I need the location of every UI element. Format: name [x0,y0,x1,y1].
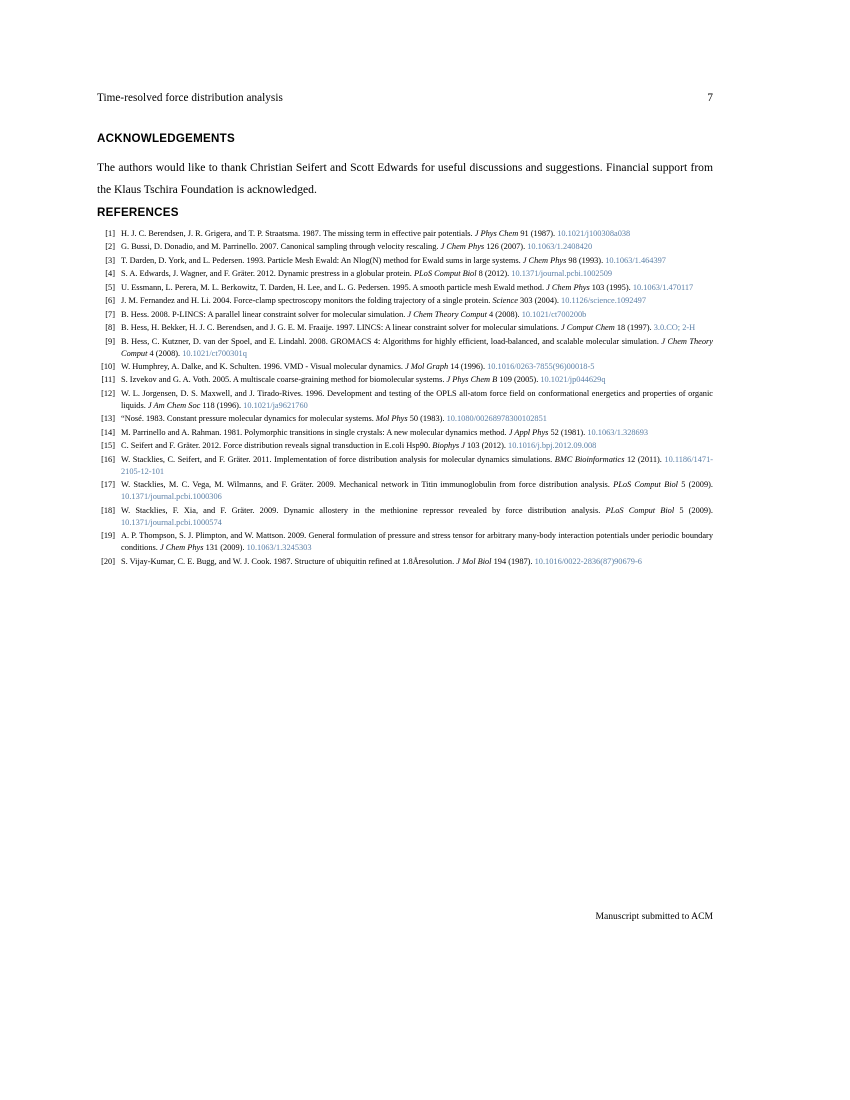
reference-segment: U. Essmann, L. Perera, M. L. Berkowitz, T. Darden, H. Lee, and L. G. Pedersen. 1995. A smooth particle mesh Ewald method. [121,282,547,292]
reference-segment: G. Bussi, D. Donadio, and M. Parrinello. 2007. Canonical sampling through velocity rescaling. [121,242,441,252]
reference-item [97,309,713,321]
reference-text [121,479,713,503]
reference-number: [3] [105,255,115,265]
reference-doi-link[interactable]: 3.0.CO; [653,323,681,333]
reference-journal-name: J Chem Phys [440,242,485,252]
reference-number: [12] [101,388,115,398]
reference-journal-name: J Mol Graph [405,362,449,372]
reference-segment: S. Vijay-Kumar, C. E. Bugg, and W. J. Cook. 1987. Structure of ubiquitin refined at 1.8Åresolution. [121,556,457,566]
reference-journal-name: J Chem Phys [522,255,567,265]
reference-item [97,361,713,373]
reference-number: [8] [105,323,115,333]
reference-segment: 12 (2011). [624,454,665,464]
reference-segment: 5 (2009). [674,505,713,515]
reference-text [121,322,713,334]
reference-segment: 91 (1987). [518,229,558,238]
reference-segment: B. Hess. 2008. P-LINCS: A parallel linear constraint solver for molecular simulation. [121,309,408,319]
reference-segment: 52 (1981). [548,427,588,437]
reference-item [97,336,713,360]
reference-segment: W. L. Jorgensen, D. S. Maxwell, and J. Tirado-Rives. 1996. Development and testing of the OPLS all-atom force field on conformational energetics and properties of organic liquids. [121,388,713,410]
reference-text [121,336,713,360]
reference-item [97,454,713,478]
reference-journal-name: Science [492,296,518,306]
reference-journal-name: PLoS Comput Biol [413,269,477,279]
reference-doi-link[interactable]: 10.1063/1.470117 [632,282,694,292]
reference-text [121,413,713,425]
reference-segment: 194 (1987). [491,556,535,566]
reference-text [121,228,713,240]
reference-doi-link[interactable]: 10.1126/science.1092497 [561,296,646,306]
reference-item [97,479,713,503]
reference-segment: 50 (1983). [407,414,447,424]
reference-segment: B. Hess, C. Kutzner, D. van der Spoel, and E. Lindahl. 2008. GROMACS 4: Algorithms for highly efficient, load-balanced, and scalable molecular simulation. [121,336,662,346]
reference-segment: 18 (1997). [614,323,654,333]
reference-segment: W. Stacklies, M. C. Vega, M. Wilmanns, and F. Gräter. 2009. Mechanical network in Titin immunoglobulin from force distribution analysis. [121,480,614,490]
acknowledgements-paragraph [97,157,713,201]
reference-item [97,268,713,280]
reference-segment: A. P. Thompson, S. J. Plimpton, and W. Mattson. 2009. General formulation of pressure and stress tensor for arbitrary many-body interaction potentials under periodic boundary conditions. [121,531,713,553]
reference-doi-link[interactable]: 10.1371/journal.pcbi.1000306 [121,492,222,502]
reference-doi-link[interactable]: 10.1021/j100308a038 [557,229,631,238]
reference-number: [5] [105,282,115,292]
reference-doi-link[interactable]: 10.1016/0263-7855(96)00018-5 [487,362,595,372]
reference-text [121,440,713,452]
reference-journal-name: J Am Chem Soc [147,401,201,410]
reference-item [97,322,713,334]
reference-doi-link[interactable]: 10.1080/00268978300102851 [446,414,547,424]
reference-segment: T. Darden, D. York, and L. Pedersen. 1993. Particle Mesh Ewald: An Nlog(N) method for Ewald sums in large systems. [121,255,523,265]
reference-segment: M. Parrinello and A. Rahman. 1981. Polymorphic transitions in single crystals: A new molecular dynamics method. [121,427,509,437]
reference-journal-name: J Appl Phys [508,427,549,437]
reference-segment: J. M. Fernandez and H. Li. 2004. Force-clamp spectroscopy monitors the folding trajectory of a single protein. [121,296,493,306]
acknowledgements-text: The authors would like to thank Christian Seifert and Scott Edwards for useful discussions and suggestions. Financial support from the Klaus Tschira Foundation is acknowledged. [97,161,713,196]
reference-number: [15] [101,441,115,451]
reference-journal-name: J Chem Theory Comput [407,309,487,319]
reference-segment: “Nosé. 1983. Constant pressure molecular dynamics for molecular systems. [121,414,376,424]
reference-text [121,374,713,386]
references-heading: REFERENCES [97,206,179,219]
reference-segment: 103 (1995). [589,282,633,292]
reference-journal-name: J Phys Chem [474,229,519,238]
reference-item [97,241,713,253]
reference-segment: 109 (2005). [497,375,541,385]
reference-text [121,295,713,307]
reference-number: [13] [101,414,115,424]
reference-text [121,505,713,529]
reference-list [97,228,713,569]
reference-text [121,454,713,478]
reference-doi-link[interactable]: 10.1021/ct700301q [182,348,247,358]
reference-number: [20] [101,556,115,566]
reference-text [121,361,713,373]
reference-segment: W. Stacklies, F. Xia, and F. Gräter. 2009. Dynamic allostery in the methionine repressor revealed by force distribution analysis. [121,505,606,515]
reference-text [121,427,713,439]
reference-doi-link[interactable]: 10.1063/1.464397 [605,255,666,265]
reference-segment: W. Humphrey, A. Dalke, and K. Schulten. 1996. VMD - Visual molecular dynamics. [121,362,406,372]
reference-number: [19] [101,531,115,541]
reference-number: [16] [101,454,115,464]
reference-item [97,374,713,386]
reference-segment: H. J. C. Berendsen, J. R. Grigera, and T. P. Straatsma. 1987. The missing term in effective pair potentials. [121,229,475,238]
reference-segment: 103 (2012). [464,441,509,451]
reference-segment: 126 (2007). [484,242,528,252]
running-head [97,92,713,104]
reference-number: [9] [105,336,115,346]
reference-doi-link[interactable]: 10.1016/0022-2836(87)90679-6 [534,556,642,566]
reference-segment: W. Stacklies, C. Seifert, and F. Gräter. 2011. Implementation of force distribution analysis for molecular dynamics simulations. [121,454,555,464]
reference-segment: 14 (1996). [448,362,488,372]
reference-segment: 303 (2004). [517,296,562,306]
reference-item [97,530,713,554]
reference-segment: 118 (1996). [200,401,244,410]
reference-doi-link[interactable]: 2-H [682,323,696,333]
reference-journal-name: J Comput Chem [560,323,615,333]
reference-text [121,388,713,412]
reference-journal-name: PLoS Comput Biol [605,505,675,515]
reference-segment: B. Hess, H. Bekker, H. J. C. Berendsen, and J. G. E. M. Fraaije. 1997. LINCS: A linear constraint solver for molecular simulations. [121,323,561,333]
reference-item [97,427,713,439]
reference-text [121,255,713,267]
reference-journal-name: BMC Bioinformatics [554,454,625,464]
reference-item [97,556,713,568]
reference-number: [1] [105,229,115,238]
reference-journal-name: PLoS Comput Biol [613,480,678,490]
reference-segment: S. A. Edwards, J. Wagner, and F. Gräter. 2012. Dynamic prestress in a globular protein. [121,269,414,279]
reference-doi-link[interactable]: 10.1371/journal.pcbi.1002509 [511,269,613,279]
reference-doi-link[interactable]: 10.1063/1.328693 [587,427,649,437]
reference-number: [11] [101,375,115,385]
reference-segment: C. Seifert and F. Gräter. 2012. Force distribution reveals signal transduction in E.coli Hsp90. [121,441,433,451]
reference-segment: S. Izvekov and G. A. Voth. 2005. A multiscale coarse-graining method for biomolecular systems. [121,375,447,385]
running-head-title: Time-resolved force distribution analysis [97,92,283,104]
reference-doi-link[interactable]: 10.1021/ja9621760 [243,401,308,410]
reference-number: [4] [105,269,115,279]
reference-segment: 4 (2008). [147,348,183,358]
reference-doi-link[interactable]: 10.1063/1.2408420 [527,242,593,252]
footer: Manuscript submitted to ACM [595,911,713,922]
reference-text [121,530,713,554]
reference-number: [17] [101,480,115,490]
reference-journal-name: J Chem Theory Comput [121,336,714,358]
reference-text [121,282,713,294]
reference-item [97,505,713,529]
reference-doi-link[interactable]: 10.1016/j.bpj.2012.09.008 [508,441,597,451]
reference-segment: 131 (2009). [203,543,247,553]
reference-text [121,556,713,568]
reference-item [97,282,713,294]
reference-number: [7] [105,309,115,319]
reference-doi-link[interactable]: 10.1021/jp044629q [540,375,606,385]
reference-number: [2] [105,242,115,252]
reference-journal-name: Biophys J [432,441,465,451]
reference-text [121,268,713,280]
reference-doi-link[interactable]: 10.1186/1471-2105-12-101 [121,454,714,476]
reference-number: [10] [101,362,115,372]
reference-segment: 4 (2008). [486,309,522,319]
reference-journal-name: Mol Phys [375,414,408,424]
reference-journal-name: J Mol Biol [456,556,492,566]
page-number: 7 [707,92,713,104]
reference-item [97,255,713,267]
reference-segment: 98 (1993). [566,255,606,265]
reference-text [121,241,713,253]
reference-journal-name: J Phys Chem B [446,375,498,385]
reference-number: [14] [101,427,115,437]
reference-item [97,440,713,452]
reference-doi-link[interactable]: 10.1063/1.3245303 [246,543,312,553]
reference-number: [6] [105,296,115,306]
reference-item [97,413,713,425]
reference-item [97,228,713,240]
reference-segment: 5 (2009). [678,480,713,490]
reference-journal-name: J Chem Phys [546,282,590,292]
reference-journal-name: J Chem Phys [159,543,204,553]
reference-doi-link[interactable]: 10.1021/ct700200b [521,309,587,319]
reference-segment: 8 (2012). [476,269,512,279]
reference-number: [18] [101,505,115,515]
reference-doi-link[interactable]: 10.1371/journal.pcbi.1000574 [121,517,222,527]
reference-item [97,388,713,412]
reference-item [97,295,713,307]
reference-text [121,309,713,321]
acknowledgements-heading: ACKNOWLEDGEMENTS [97,132,235,145]
